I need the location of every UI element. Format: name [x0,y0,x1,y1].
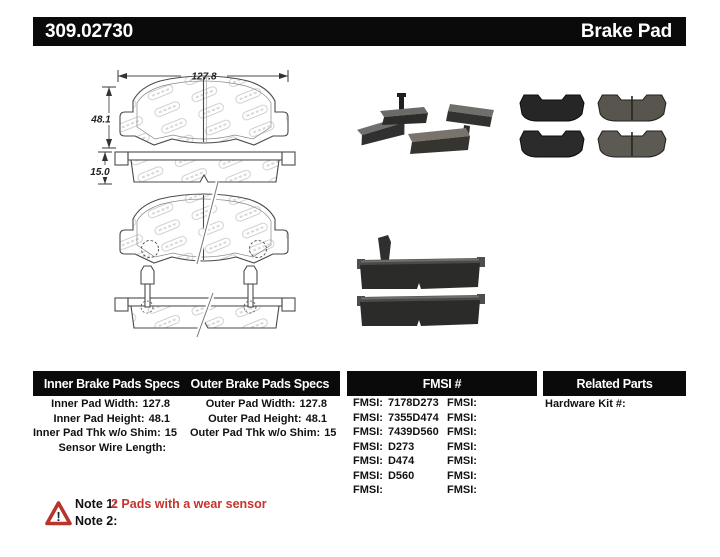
spec-label: Inner Pad Width: [51,398,139,410]
photo-pad-with-sensor-pin [380,93,428,125]
fmsi-value: 7355D474 [387,411,439,424]
product-photo-pad-faces [517,90,669,162]
fmsi-value: D560 [387,469,415,482]
fmsi-label: FMSI: [447,426,477,438]
dim-thickness-label: 15.0 [90,167,110,178]
photo-edge-pad-plain [357,294,485,326]
note2-label: Note 2: [75,514,118,528]
product-photo-pad-set-angled [352,92,498,168]
fmsi-value: 7439D560 [387,426,439,438]
inner-specs-list [33,397,177,455]
spec-value: 15 [164,427,177,439]
photo-edge-pad-with-sensor [357,235,485,289]
fmsi-row [353,469,482,484]
spec-value: 127.8 [299,398,327,410]
photo-pad-back-top [520,95,584,121]
note1-label: Note 1: [75,497,118,511]
photo-pad-bottom [408,128,470,154]
spec-label: Inner Pad Thk w/o Shim: [33,427,161,439]
outer-specs-title: Outer Brake Pads Specs [190,376,330,391]
hardware-kit-label: Hardware Kit #: [545,398,626,410]
svg-text:!: ! [56,509,61,524]
part-number: 309.02730 [45,20,134,42]
fmsi-label: FMSI: [447,440,477,453]
drawing-front-view [86,69,288,148]
fmsi-label: FMSI: [353,455,383,467]
spec-label: Outer Pad Width: [205,398,296,410]
dim-width-label: 127.8 [191,71,217,83]
fmsi-label: FMSI: [353,440,383,453]
photo-pad-friction-bottom [598,131,666,157]
dim-height-label: 48.1 [91,114,111,126]
drawing-side-view [85,152,295,184]
specs-header-bar [33,371,340,396]
spec-row [33,412,170,427]
fmsi-table [353,396,482,498]
fmsi-row [353,425,482,440]
related-parts-header-bar: Related Parts [543,371,686,396]
product-photo-pad-edges [355,232,490,332]
fmsi-label: FMSI: [447,411,477,424]
spec-row [190,397,327,412]
fmsi-label: FMSI: [447,455,477,467]
fmsi-label: FMSI: [353,397,383,409]
fmsi-label: FMSI: [447,484,477,496]
fmsi-row [353,396,482,411]
photo-pad-back-bottom [520,131,584,157]
related-parts-list [545,397,626,412]
fmsi-label: FMSI: [353,411,383,424]
spec-label: Outer Pad Height: [208,412,302,425]
spec-value: 15 [324,427,337,439]
fmsi-row [353,454,482,469]
fmsi-label: FMSI: [353,469,383,482]
fmsi-header-bar: FMSI # [347,371,537,396]
spec-row [33,426,177,441]
product-title: Brake Pad [580,20,672,42]
fmsi-row [353,483,482,498]
fmsi-label: FMSI: [447,469,477,482]
fmsi-row [353,411,482,426]
fmsi-label: FMSI: [447,397,477,409]
spec-row [190,412,327,427]
warning-triangle-icon [45,500,72,527]
spec-row [33,397,170,412]
fmsi-label: FMSI: [353,484,383,496]
spec-label: Inner Pad Height: [53,412,145,425]
technical-drawings [85,55,345,355]
spec-value: 127.8 [142,398,170,410]
outer-specs-list [190,397,337,441]
spec-label: Outer Pad Thk w/o Shim: [190,427,321,439]
note1-text: 2 Pads with a wear sensor [111,497,267,511]
fmsi-row [353,440,482,455]
spec-label: Sensor Wire Length: [58,441,166,454]
spec-row [190,426,337,441]
header-bar [33,17,686,46]
spec-value: 48.1 [148,412,170,425]
fmsi-value: D474 [387,455,415,467]
inner-specs-title: Inner Brake Pads Specs [43,376,180,391]
photo-pad-friction-top [598,95,666,121]
spec-row [33,441,170,456]
spec-value: 48.1 [305,412,327,425]
fmsi-value: 7178D273 [387,397,439,409]
fmsi-value: D273 [387,440,415,453]
fmsi-label: FMSI: [353,426,383,438]
